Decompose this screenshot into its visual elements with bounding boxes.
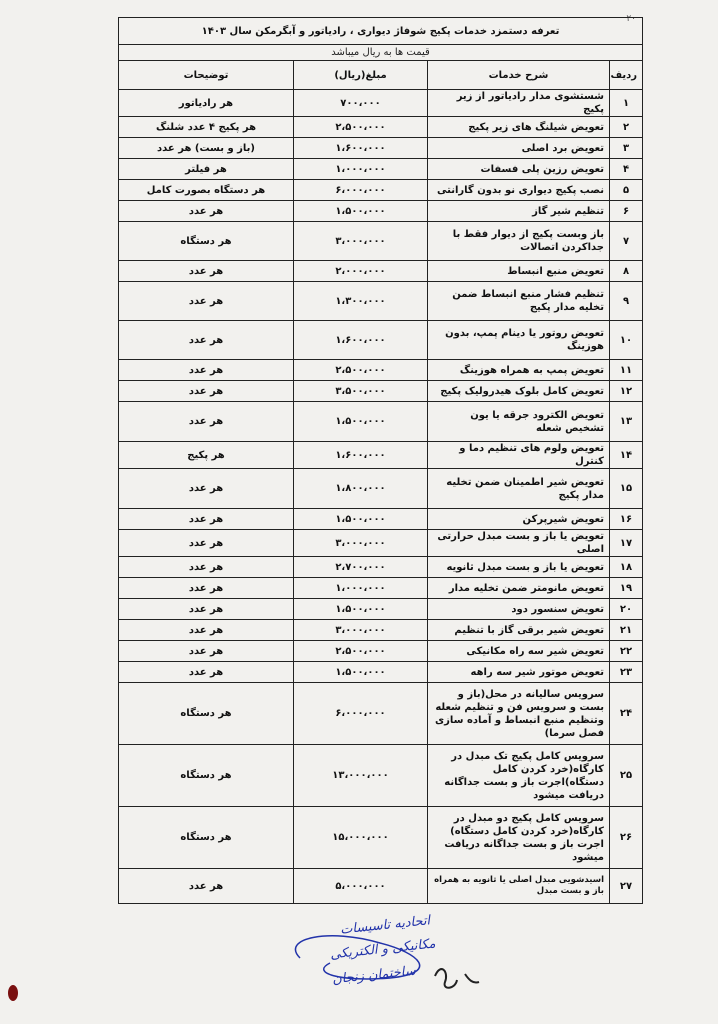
row-price: ۲،۰۰۰،۰۰۰ <box>294 261 428 282</box>
table-row <box>119 530 643 557</box>
row-note: هر دستگاه <box>119 683 294 745</box>
row-note: هر دستگاه <box>119 745 294 807</box>
table-row <box>119 442 643 469</box>
row-note: هر دستگاه <box>119 222 294 261</box>
table-row <box>119 620 643 641</box>
table-row <box>119 599 643 620</box>
row-price: ۶،۰۰۰،۰۰۰ <box>294 180 428 201</box>
table-row <box>119 807 643 869</box>
row-description: تعویض سنسور دود <box>428 599 610 620</box>
row-number: ۴ <box>610 159 643 180</box>
document-title: تعرفه دستمزد خدمات پکیج شوفاژ دیواری ، رادیاتور و آبگرمکن سال ۱۴۰۳ <box>119 18 643 45</box>
row-price: ۱،۵۰۰،۰۰۰ <box>294 599 428 620</box>
row-number: ۱۰ <box>610 321 643 360</box>
row-description: تعویض برد اصلی <box>428 138 610 159</box>
row-description: نصب پکیج دیواری نو بدون گارانتی <box>428 180 610 201</box>
row-description: تعویض روتور یا دینام پمپ، بدون هوزینگ <box>428 321 610 360</box>
row-price: ۱،۵۰۰،۰۰۰ <box>294 509 428 530</box>
table-header-row <box>119 61 643 90</box>
row-number: ۱۸ <box>610 557 643 578</box>
table-row <box>119 117 643 138</box>
row-note: هر عدد <box>119 641 294 662</box>
row-description: تعویض شیر اطمینان ضمن تخلیه مدار پکیج <box>428 469 610 509</box>
row-description: تعویض یا باز و بست مبدل حرارتی اصلی <box>428 530 610 557</box>
table-row <box>119 180 643 201</box>
table-row <box>119 381 643 402</box>
row-number: ۱۳ <box>610 402 643 442</box>
table-row <box>119 360 643 381</box>
table-row <box>119 261 643 282</box>
row-note: هر رادیاتور <box>119 90 294 117</box>
row-note: هر دستگاه <box>119 807 294 869</box>
table-row <box>119 201 643 222</box>
row-number: ۲۷ <box>610 869 643 904</box>
row-note: هر عدد <box>119 402 294 442</box>
row-number: ۱۶ <box>610 509 643 530</box>
row-description: باز وبست پکیج از دیوار فقط با جداکردن اتصالات <box>428 222 610 261</box>
row-price: ۱۳،۰۰۰،۰۰۰ <box>294 745 428 807</box>
row-note: هر پکیج ۴ عدد شلنگ <box>119 117 294 138</box>
row-number: ۲۰ <box>610 599 643 620</box>
row-note: هر عدد <box>119 282 294 321</box>
row-description: تعویض شیلنگ های زیر پکیج <box>428 117 610 138</box>
row-note: هر عدد <box>119 557 294 578</box>
header-note: توضیحات <box>119 61 294 90</box>
row-note: هر پکیج <box>119 442 294 469</box>
table-row <box>119 578 643 599</box>
row-note: هر فیلتر <box>119 159 294 180</box>
row-number: ۱۴ <box>610 442 643 469</box>
row-note: هر عدد <box>119 530 294 557</box>
row-price: ۵،۰۰۰،۰۰۰ <box>294 869 428 904</box>
row-note: هر دستگاه بصورت کامل <box>119 180 294 201</box>
header-desc: شرح خدمات <box>428 61 610 90</box>
row-number: ۲۵ <box>610 745 643 807</box>
row-note: هر عدد <box>119 360 294 381</box>
row-number: ۲ <box>610 117 643 138</box>
table-row <box>119 557 643 578</box>
row-number: ۹ <box>610 282 643 321</box>
row-note: هر عدد <box>119 381 294 402</box>
row-description: تعویض مانومتر ضمن تخلیه مدار <box>428 578 610 599</box>
row-description: تعویض شیر برقی گاز با تنظیم <box>428 620 610 641</box>
row-note: هر عدد <box>119 509 294 530</box>
row-description: تنظیم فشار منبع انبساط ضمن تخلیه مدار پکیج <box>428 282 610 321</box>
row-description: سرویس سالیانه در محل(باز و بست و سرویس فن و تنظیم شعله وتنظیم منبع انبساط و آماده سازی فصل سرما) <box>428 683 610 745</box>
row-note: هر عدد <box>119 599 294 620</box>
row-description: تعویض یا باز و بست مبدل ثانویه <box>428 557 610 578</box>
row-number: ۱۷ <box>610 530 643 557</box>
signature-scribble <box>270 918 520 1008</box>
table-row <box>119 469 643 509</box>
row-number: ۸ <box>610 261 643 282</box>
row-note: هر عدد <box>119 261 294 282</box>
row-price: ۲،۵۰۰،۰۰۰ <box>294 360 428 381</box>
stamp-line-2: مکانیکی و الکتریکی <box>329 936 437 963</box>
table-row <box>119 683 643 745</box>
row-note: هر عدد <box>119 869 294 904</box>
row-description: تعویض الکترود جرقه یا یون تشخیص شعله <box>428 402 610 442</box>
row-price: ۱،۶۰۰،۰۰۰ <box>294 442 428 469</box>
row-description: سرویس کامل پکیج تک مبدل در کارگاه(خرد کردن کامل دستگاه)اجرت باز و بست جداگانه دریافت میشود <box>428 745 610 807</box>
row-number: ۲۳ <box>610 662 643 683</box>
row-number: ۲۱ <box>610 620 643 641</box>
row-note: هر عدد <box>119 321 294 360</box>
row-price: ۳،۰۰۰،۰۰۰ <box>294 620 428 641</box>
row-price: ۷۰۰،۰۰۰ <box>294 90 428 117</box>
ink-mark <box>8 985 18 1001</box>
row-price: ۳،۰۰۰،۰۰۰ <box>294 222 428 261</box>
row-price: ۲،۷۰۰،۰۰۰ <box>294 557 428 578</box>
row-number: ۶ <box>610 201 643 222</box>
row-description: تعویض شیر سه راه مکانیکی <box>428 641 610 662</box>
table-row <box>119 641 643 662</box>
table-row <box>119 282 643 321</box>
row-price: ۳،۵۰۰،۰۰۰ <box>294 381 428 402</box>
row-note: هر عدد <box>119 578 294 599</box>
row-price: ۱۵،۰۰۰،۰۰۰ <box>294 807 428 869</box>
row-note: هر عدد <box>119 201 294 222</box>
row-description: تنظیم شیر گاز <box>428 201 610 222</box>
row-number: ۱۲ <box>610 381 643 402</box>
stamp-line-1: اتحادیه تاسیسات <box>339 913 431 938</box>
row-number: ۲۶ <box>610 807 643 869</box>
row-description: تعویض رزین پلی فسفات <box>428 159 610 180</box>
table-row <box>119 402 643 442</box>
row-note: هر عدد <box>119 662 294 683</box>
row-description: تعویض منبع انبساط <box>428 261 610 282</box>
row-price: ۱،۰۰۰،۰۰۰ <box>294 159 428 180</box>
table-row <box>119 90 643 117</box>
row-price: ۱،۵۰۰،۰۰۰ <box>294 201 428 222</box>
row-price: ۲،۵۰۰،۰۰۰ <box>294 117 428 138</box>
row-number: ۲۴ <box>610 683 643 745</box>
row-description: تعویض موتور شیر سه راهه <box>428 662 610 683</box>
table-row <box>119 509 643 530</box>
table-row <box>119 138 643 159</box>
row-price: ۱،۵۰۰،۰۰۰ <box>294 662 428 683</box>
row-price: ۶،۰۰۰،۰۰۰ <box>294 683 428 745</box>
row-price: ۱،۵۰۰،۰۰۰ <box>294 402 428 442</box>
table-row <box>119 869 643 904</box>
stamp-and-signature <box>270 913 520 1008</box>
row-number: ۱۹ <box>610 578 643 599</box>
row-price: ۱،۸۰۰،۰۰۰ <box>294 469 428 509</box>
row-number: ۱۵ <box>610 469 643 509</box>
header-num: ردیف <box>610 61 643 90</box>
row-note: (باز و بست) هر عدد <box>119 138 294 159</box>
row-price: ۲،۵۰۰،۰۰۰ <box>294 641 428 662</box>
row-description: شستشوی مدار رادیاتور از زیر پکیج <box>428 90 610 117</box>
row-number: ۲۲ <box>610 641 643 662</box>
row-note: هر عدد <box>119 620 294 641</box>
table-row <box>119 222 643 261</box>
table-row <box>119 662 643 683</box>
tariff-table <box>118 17 643 904</box>
row-description: تعویض شیرپرکن <box>428 509 610 530</box>
header-price: مبلغ(ریال) <box>294 61 428 90</box>
row-description: تعویض کامل بلوک هیدرولیک پکیج <box>428 381 610 402</box>
row-description: سرویس کامل پکیج دو مبدل در کارگاه(خرد کردن کامل دستگاه) اجرت باز و بست جداگانه دریافت میشود <box>428 807 610 869</box>
row-description: تعویض پمپ به همراه هوزینگ <box>428 360 610 381</box>
row-number: ۱۱ <box>610 360 643 381</box>
table-row <box>119 321 643 360</box>
row-description: تعویض ولوم های تنظیم دما و کنترل <box>428 442 610 469</box>
row-number: ۷ <box>610 222 643 261</box>
corner-mark: ۲۰ <box>626 14 636 24</box>
row-number: ۵ <box>610 180 643 201</box>
row-description: اسیدشویی مبدل اصلی یا ثانویه به همراه باز و بست مبدل <box>428 869 610 904</box>
stamp-line-3: ساختمان زنجان <box>331 963 417 988</box>
table-row <box>119 159 643 180</box>
row-price: ۱،۰۰۰،۰۰۰ <box>294 578 428 599</box>
row-price: ۱،۳۰۰،۰۰۰ <box>294 282 428 321</box>
row-note: هر عدد <box>119 469 294 509</box>
row-price: ۱،۶۰۰،۰۰۰ <box>294 321 428 360</box>
table-row <box>119 745 643 807</box>
row-number: ۱ <box>610 90 643 117</box>
row-price: ۳،۰۰۰،۰۰۰ <box>294 530 428 557</box>
document-subtitle: قیمت ها به ریال میباشد <box>119 45 643 61</box>
row-number: ۳ <box>610 138 643 159</box>
row-price: ۱،۶۰۰،۰۰۰ <box>294 138 428 159</box>
